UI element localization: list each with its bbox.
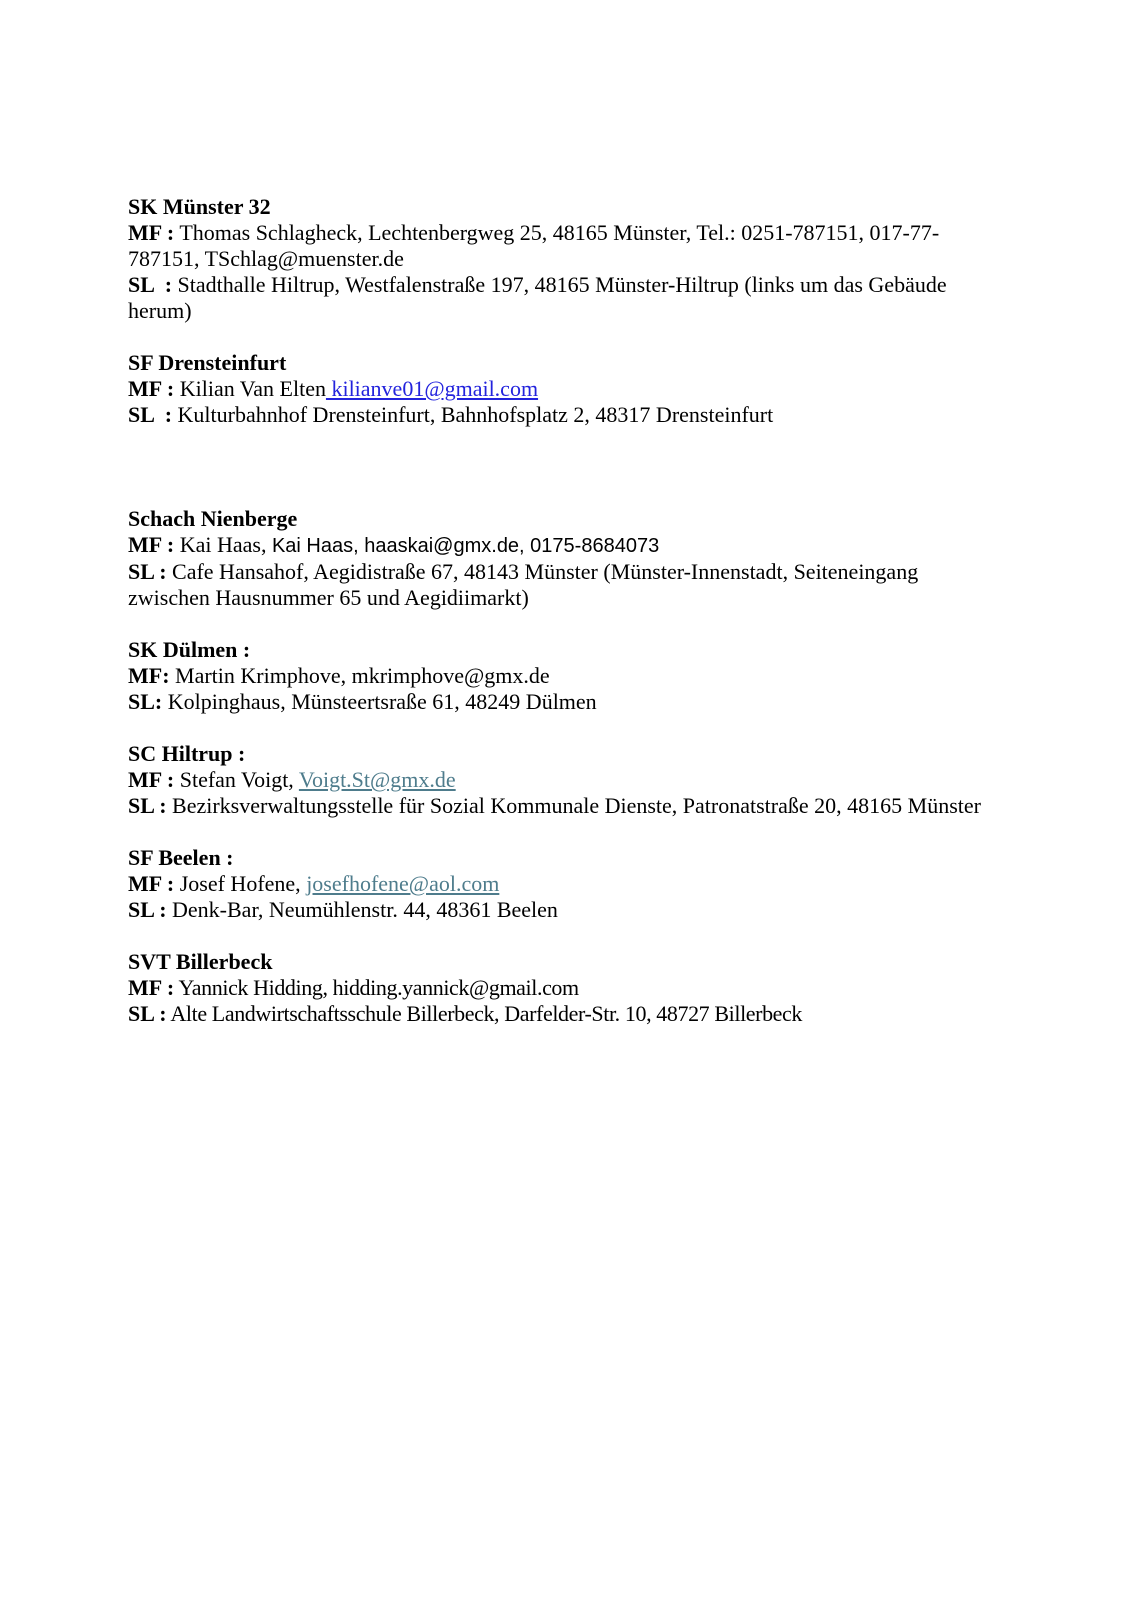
sl-label: SL :	[128, 272, 173, 297]
mf-label: MF :	[128, 975, 175, 1000]
sl-text: Kolpinghaus, Münsteertsraße 61, 48249 Dülmen	[162, 689, 597, 714]
sl-text: Cafe Hansahof, Aegidistraße 67, 48143 Münster (Münster-Innenstadt, Seiteneingang zwischen Hausnummer 65 und Aegidiimarkt)	[128, 559, 924, 610]
email-link[interactable]: Voigt.St@gmx.de	[298, 767, 456, 792]
club-entry-svt-billerbeck	[128, 949, 990, 1027]
mf-line	[128, 532, 990, 559]
club-name: SF Beelen :	[128, 845, 234, 870]
mf-text: Martin Krimphove, mkrimphove@gmx.de	[169, 663, 550, 688]
mf-text: Kai Haas,	[174, 532, 272, 557]
sl-label: SL:	[128, 689, 163, 714]
sl-text: Alte Landwirtschaftsschule Billerbeck, Darfelder-Str. 10, 48727 Billerbeck	[166, 1001, 803, 1026]
club-entry-sc-hiltrup	[128, 741, 990, 819]
sl-line	[128, 402, 990, 428]
sl-line	[128, 897, 990, 923]
sl-line	[128, 689, 990, 715]
mf-label: MF:	[128, 663, 170, 688]
mf-text: Kilian Van Elten	[174, 376, 326, 401]
mf-line	[128, 376, 990, 402]
mf-text: Thomas Schlagheck, Lechtenbergweg 25, 48165 Münster, Tel.: 0251-787151, 017-77-787151, TSchlag@muenster.de	[128, 220, 940, 271]
mf-alt-text: Kai Haas, haaskai@gmx.de, 0175-8684073	[271, 535, 660, 557]
mf-label: MF :	[128, 532, 175, 557]
sl-line	[128, 559, 990, 611]
club-entry-sk-duelmen	[128, 637, 990, 715]
mf-text: Stefan Voigt,	[174, 767, 299, 792]
club-entry-sk-muenster-32	[128, 194, 990, 324]
sl-line	[128, 1001, 990, 1027]
sl-text: Bezirksverwaltungsstelle für Sozial Kommunale Dienste, Patronatstraße 20, 48165 Münster	[166, 793, 981, 818]
club-entry-schach-nienberge	[128, 506, 990, 611]
mf-line	[128, 767, 990, 793]
mf-label: MF :	[128, 376, 175, 401]
club-name: Schach Nienberge	[128, 506, 298, 531]
club-name: SVT Billerbeck	[128, 949, 273, 974]
club-entry-sf-drensteinfurt	[128, 350, 990, 428]
sl-line	[128, 793, 990, 819]
mf-line	[128, 220, 990, 272]
club-name: SC Hiltrup :	[128, 741, 246, 766]
sl-label: SL :	[128, 402, 173, 427]
mf-label: MF :	[128, 220, 175, 245]
mf-line	[128, 663, 990, 689]
mf-label: MF :	[128, 767, 175, 792]
club-entry-sf-beelen	[128, 845, 990, 923]
sl-label: SL :	[128, 897, 167, 922]
sl-label: SL :	[128, 793, 167, 818]
mf-label: MF :	[128, 871, 175, 896]
sl-text: Stadthalle Hiltrup, Westfalenstraße 197, 48165 Münster-Hiltrup (links um das Gebäude herum)	[128, 272, 953, 323]
mf-text: Yannick Hidding, hidding.yannick@gmail.com	[174, 975, 579, 1000]
mf-text: Josef Hofene,	[174, 871, 307, 896]
sl-label: SL :	[128, 1001, 167, 1026]
mf-line	[128, 871, 990, 897]
club-name: SF Drensteinfurt	[128, 350, 287, 375]
club-name: SK Münster 32	[128, 194, 271, 219]
sl-text: Denk-Bar, Neumühlenstr. 44, 48361 Beelen	[166, 897, 558, 922]
mf-line	[128, 975, 990, 1001]
sl-text: Kulturbahnhof Drensteinfurt, Bahnhofsplatz 2, 48317 Drensteinfurt	[172, 402, 774, 427]
sl-line	[128, 272, 990, 324]
sl-label: SL :	[128, 559, 167, 584]
club-name: SK Dülmen :	[128, 637, 251, 662]
email-link[interactable]: josefhofene@aol.com	[306, 871, 500, 896]
email-link[interactable]: kilianve01@gmail.com	[325, 376, 539, 401]
